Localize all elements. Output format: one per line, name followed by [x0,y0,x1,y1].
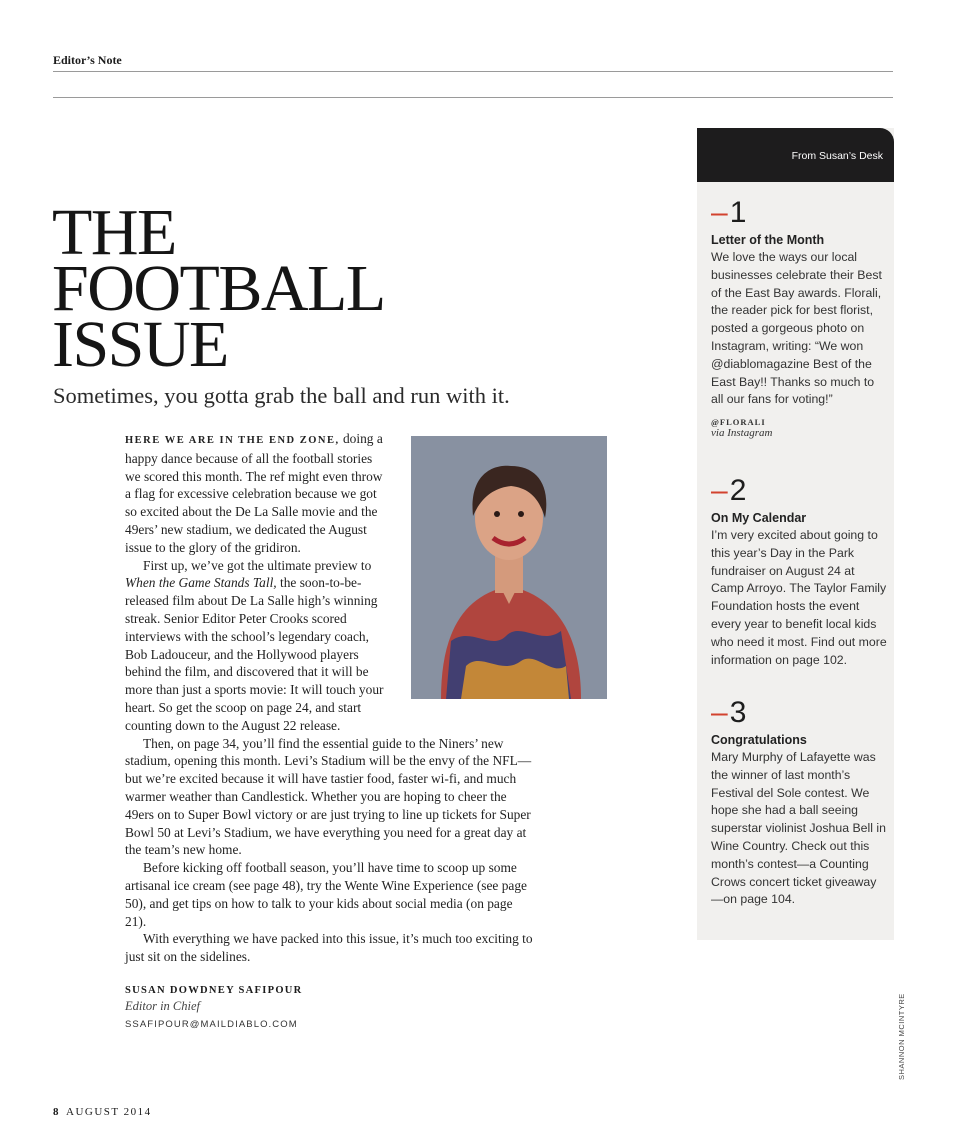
title-line: FOOTBALL [52,252,385,325]
item-title: Letter of the Month [711,233,825,247]
item-title: Congratulations [711,733,807,747]
item-text: Mary Murphy of Lafayette was the winner of last month’s Festival del Sole contest. We hope she had a ball seeing superstar violinist Joshua Bell in Wine Country. Check out this month’s contest—a Counting Crows concert ticket giveaway—on page 104. [711,750,886,907]
page-folio [53,1106,152,1118]
sidebar-heading: From Susan’s Desk [697,128,894,182]
paragraph-text: First up, we’ve got the ultimate preview to [143,557,372,573]
article-paragraph [125,430,387,557]
signature [125,985,303,1030]
page-number: 8 [53,1106,60,1118]
item-number: –3 [711,696,747,729]
author-role: Editor in Chief [125,999,200,1013]
item-text: I’m very excited about going to this year’s Day in the Park fundraiser on August 24 at Camp Arroyo. The Taylor Family Foundation hosts the event every year to benefit local kids who need it most. Find out more information on page 102. [711,528,887,667]
header-rule [53,71,893,72]
author-name: SUSAN DOWDNEY SAFIPOUR [125,985,303,996]
page-title [52,196,385,381]
paragraph-text: the soon-to-be-released film about De La Salle high’s winning streak. Senior Editor Peter Crooks scored interviews with the school’s legendary coach, Bob Ladouceur, and the Hollywood players behind the film, and discovered that it will be more than just a sports movie: It will touch your heart. So get the scoop on page 24, and start counting down to the August 22 release. [125,575,384,733]
film-title: When the Game Stands Tall, [125,575,277,591]
subtitle: Sometimes, you gotta grab the ball and run with it. [53,383,510,408]
sidebar-item [711,698,887,909]
item-title: On My Calendar [711,511,807,525]
sidebar-item [711,476,887,669]
article-paragraph: Before kicking off football season, you’ll have time to scoop up some artisanal ice cream (see page 48), try the Wente Wine Experience (see page 50), and get tips on how to talk to your kids about social media (on page 21). [125,860,528,929]
item-text: We love the ways our local businesses celebrate their Best of the East Bay awards. Florali, the reader pick for best florist, posted a gorgeous photo on Instagram, writing: “We won @diablomagazine Best of the East Bay!! Thanks so much to all our fans for voting!” [711,250,882,407]
attribution-source: via Instagram [711,427,773,440]
sidebar [697,128,894,940]
article-paragraph: Then, on page 34, you’ll find the essential guide to the Niners’ new stadium, opening this month. Levi’s Stadium will be the envy of the NFL—but we’re excited because it will have tastier food, faster wi-fi, and much warmer weather than Candlestick. Whether you are hoping to cheer the 49ers on to Super Bowl victory or are just trying to line up tickets for Super Bowl 50 at Levi’s Stadium, we have everything you need for a great day at the team’s new home. [125,735,532,858]
sidebar-item [711,198,887,439]
title-line: THE [52,196,176,269]
section-label: Editor’s Note [53,53,122,67]
header-rule-lower [53,97,893,98]
article-paragraph: With everything we have packed into this issue, it’s much too exciting to just sit on the sidelines. [125,931,533,965]
article-paragraph [125,557,387,735]
author-email[interactable]: SSAFIPOUR@MAILDIABLO.COM [125,1019,298,1030]
item-number: –1 [711,196,747,229]
instagram-handle: @FLORALI [711,417,766,428]
title-line: ISSUE [52,308,228,381]
article-body [125,430,537,966]
item-attribution [711,417,887,439]
issue-date: AUGUST 2014 [66,1106,152,1118]
photo-credit: SHANNON MCINTYRE [897,993,906,1080]
paragraph-text: doing a happy dance because of all the football stories we scored this month. The ref might even throw a flag for excessive celebration because we got so excited about the De La Salle movie and the 49ers’ new stadium, we dedicated the August issue to the glory of the gridiron. [125,431,383,555]
item-number: –2 [711,474,747,507]
lead-in: HERE WE ARE IN THE END ZONE, [125,435,340,446]
